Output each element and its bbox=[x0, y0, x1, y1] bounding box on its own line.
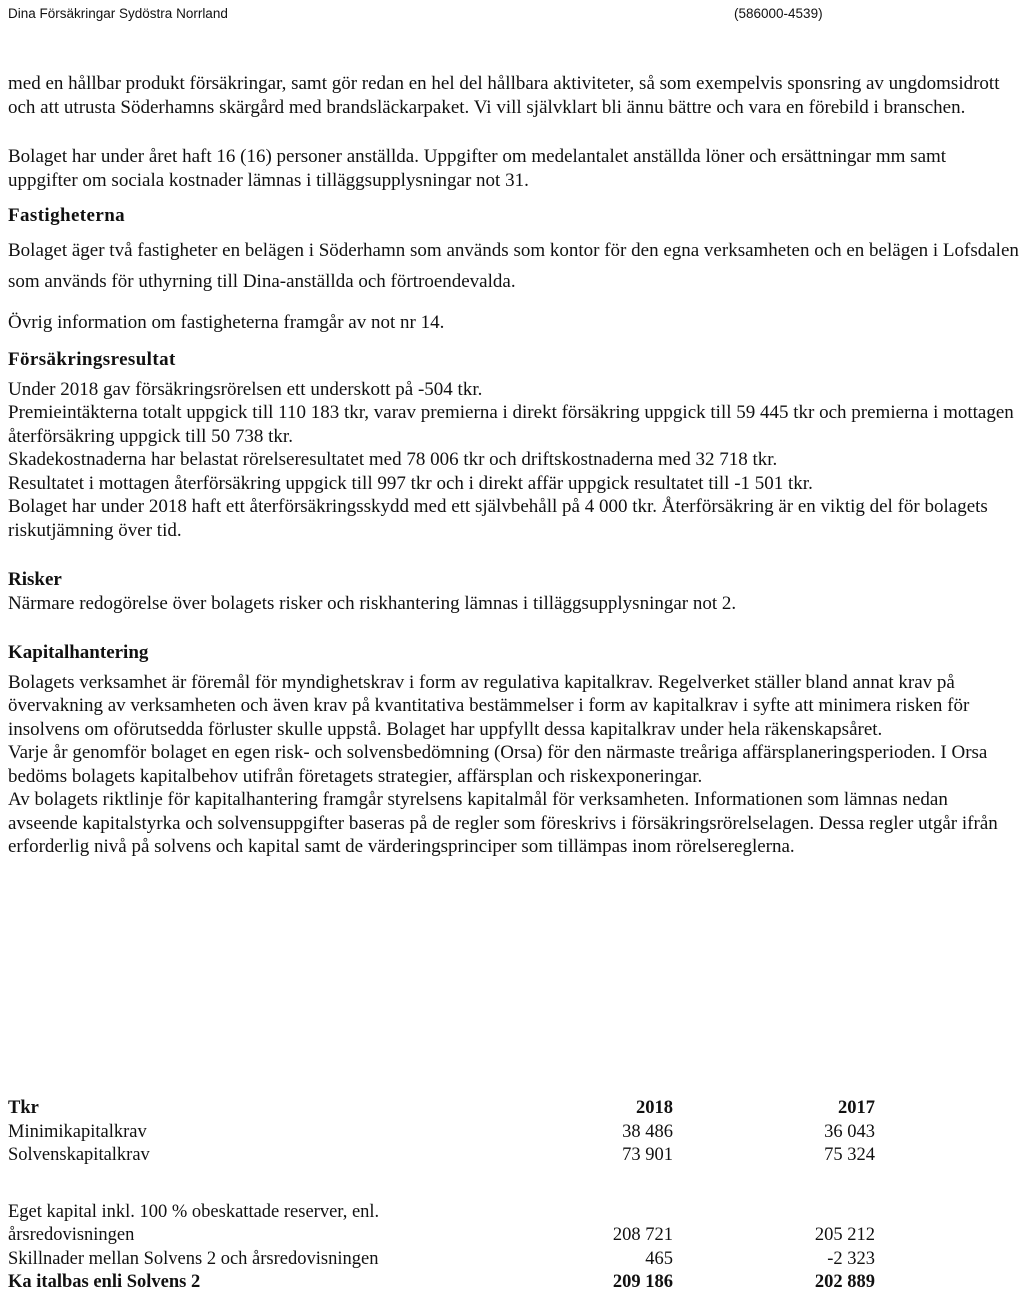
result-line-3: Skadekostnaderna har belastat rörelseresultatet med 78 006 tkr och driftskostnaderna med 32 718 tkr. bbox=[8, 449, 778, 470]
result-line-5: Bolaget har under 2018 haft ett återförsäkringsskydd med ett självbehåll på 4 000 tkr. Återförsäkring är en viktig del för bolagets riskutjämning över tid. bbox=[8, 496, 988, 541]
page-header bbox=[8, 6, 1016, 26]
org-number: (586000-4539) bbox=[734, 6, 823, 21]
total-2017: 202 889 bbox=[814, 1272, 875, 1292]
row-value-2017: 75 324 bbox=[824, 1145, 875, 1165]
result-line-2: Premieintäkterna totalt uppgick till 110 183 tkr, varav premierna i direkt försäkring uppgick till 59 445 tkr och premierna i mottagen återförsäkring uppgick till 50 738 tkr. bbox=[8, 402, 1014, 447]
fastigheterna-other: Övrig information om fastigheterna framgår av not nr 14. bbox=[8, 311, 445, 333]
document-body bbox=[8, 72, 1020, 859]
equity-2018: 208 721 bbox=[612, 1225, 673, 1245]
forsakringsresultat-heading: Försäkringsresultat bbox=[8, 349, 176, 370]
row-value-2018: 38 486 bbox=[622, 1121, 673, 1142]
risker-heading: Risker bbox=[8, 569, 62, 590]
table-row bbox=[8, 1202, 875, 1226]
table-header-row bbox=[8, 1098, 875, 1122]
kapitalhantering-heading: Kapitalhantering bbox=[8, 642, 149, 663]
table-head-2018: 2018 bbox=[636, 1098, 673, 1118]
diff-2017: -2 323 bbox=[827, 1248, 875, 1269]
table-row bbox=[8, 1225, 875, 1249]
kapital-line-2: Varje år genomför bolaget en egen risk- och solvensbedömning (Orsa) för den närmaste treåriga affärsplaneringsperioden. I Orsa bedöms bolagets kapitalbehov utifrån företagets strategier, affärsplan och riskexponeringar. bbox=[8, 742, 988, 787]
table-row bbox=[8, 1122, 875, 1146]
capital-table bbox=[8, 1098, 875, 1296]
table-head-2017: 2017 bbox=[838, 1098, 875, 1118]
table-row bbox=[8, 1145, 875, 1169]
diff-label: Skillnader mellan Solvens 2 och årsredovisningen bbox=[8, 1248, 379, 1269]
row-label: Minimikapitalkrav bbox=[8, 1121, 147, 1142]
kapital-line-1: Bolagets verksamhet är föremål för myndighetskrav i form av regulativa kapitalkrav. Regelverket ställer bland annat krav på övervakning av verksamheten och även krav på kvantitativa bestämmelser i form av kapitalkrav i syfte att minimera risken för insolvens om oförutsedda förluster skulle uppstå. Bolaget har uppfyllt dessa kapitalkrav under hela räkenskapsåret. bbox=[8, 671, 970, 740]
row-label: Solvenskapitalkrav bbox=[8, 1145, 150, 1165]
result-line-4: Resultatet i mottagen återförsäkring uppgick till 997 tkr och i direkt affär uppgick resultatet till -1 501 tkr. bbox=[8, 472, 813, 494]
total-2018: 209 186 bbox=[612, 1272, 673, 1292]
equity-label-cont: årsredovisningen bbox=[8, 1225, 135, 1245]
row-value-2018: 73 901 bbox=[622, 1145, 673, 1165]
diff-2018: 465 bbox=[645, 1248, 673, 1269]
table-row bbox=[8, 1249, 875, 1273]
fastigheterna-heading: Fastigheterna bbox=[8, 205, 126, 226]
kapital-line-3: Av bolagets riktlinje för kapitalhantering framgår styrelsens kapitalmål för verksamheten. Informationen som lämnas nedan avseende kapitalstyrka och solvensuppgifter baseras på de regler som föreskrivs i försäkringsrörelselagen. Dessa regler utgår ifrån erforderlig nivå på solvens och kapital samt de värderingsprinciper som tillämpas inom rörelsereglerna. bbox=[8, 789, 998, 857]
equity-2017: 205 212 bbox=[814, 1225, 875, 1245]
risker-text: Närmare redogörelse över bolagets risker och riskhantering lämnas i tilläggsupplysningar not 2. bbox=[8, 592, 737, 614]
fastigheterna-text: Bolaget äger två fastigheter en belägen i Söderhamn som används som kontor för den egna verksamheten och en belägen i Lofsdalen som används för uthyrning till Dina-anställda och förtroendevalda. bbox=[8, 239, 1019, 292]
total-label: Ka italbas enli Solvens 2 bbox=[8, 1272, 201, 1292]
employees-paragraph: Bolaget har under året haft 16 (16) personer anställda. Uppgifter om medelantalet anställda löner och ersättningar mm samt uppgifter om sociala kostnader lämnas i tilläggsupplysningar not 31. bbox=[8, 146, 947, 191]
table-total-row bbox=[8, 1272, 875, 1296]
row-value-2017: 36 043 bbox=[824, 1121, 875, 1142]
equity-label: Eget kapital inkl. 100 % obeskattade reserver, enl. bbox=[8, 1201, 380, 1222]
company-name: Dina Försäkringar Sydöstra Norrland bbox=[8, 6, 228, 21]
result-line-1: Under 2018 gav försäkringsrörelsen ett underskott på -504 tkr. bbox=[8, 378, 483, 400]
intro-paragraph: med en hållbar produkt försäkringar, samt gör redan en hel del hållbara aktiviteter, så som exempelvis sponsring av ungdomsidrott och att utrusta Söderhamns skärgård med brandsläckarpaket. Vi vill självklart bli ännu bättre och vara en förebild i branschen. bbox=[8, 73, 1000, 118]
table-head-label: Tkr bbox=[8, 1098, 39, 1118]
